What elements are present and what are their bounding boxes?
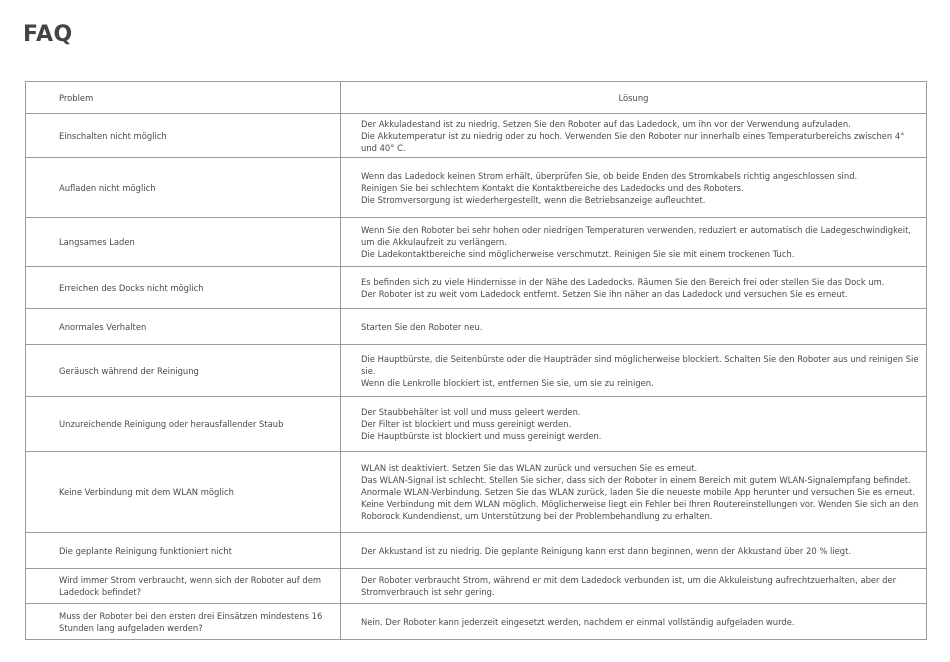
solution-line: Der Roboter ist zu weit vom Ladedock entfernt. Setzen Sie ihn näher an das Ladedock und versuchen Sie es erneut. [361,288,848,299]
table-row [26,309,927,345]
solution-line: Die Hauptbürste, die Seitenbürste oder die Haupträder sind möglicherweise blockiert. Schalten Sie den Roboter aus und reinigen Sie sie. [361,353,922,376]
solution-line: Wenn Sie den Roboter bei sehr hohen oder niedrigen Temperaturen verwenden, reduziert er automatisch die Ladegeschwindigkeit, um die Akkulaufzeit zu verlängern. [361,225,914,247]
problem-cell: Aufladen nicht möglich [26,158,341,218]
problem-cell: Unzureichende Reinigung oder herausfallender Staub [26,397,341,452]
solution-line: Der Filter ist blockiert und muss gereinigt werden. [361,419,572,429]
solution-line: Der Roboter verbraucht Strom, während er mit dem Ladedock verbunden ist, um die Akkuleistung aufrechtzuerhalten, aber der Stromverbrauch ist sehr gering. [361,575,899,597]
solution-line: Die Stromversorgung ist wiederhergestellt, wenn die Betriebsanzeige aufleuchtet. [361,194,706,205]
solution-cell [341,452,927,533]
solution-line: Die Hauptbürste ist blockiert und muss gereinigt werden. [361,431,602,441]
problem-cell: Muss der Roboter bei den ersten drei Einsätzen mindestens 16 Stunden lang aufgeladen werden? [26,604,341,640]
solution-line: Reinigen Sie bei schlechtem Kontakt die Kontaktbereiche des Ladedocks und des Roboters. [361,182,744,193]
solution-cell [341,533,927,569]
solution-line: WLAN ist deaktiviert. Setzen Sie das WLAN zurück und versuchen Sie es erneut. [361,463,698,473]
solution-line: Starten Sie den Roboter neu. [361,321,483,332]
solution-cell [341,604,927,640]
solution-line: Es befinden sich zu viele Hindernisse in der Nähe des Ladedocks. Räumen Sie den Bereich frei oder stellen Sie das Dock um. [361,276,885,287]
solution-cell [341,267,927,309]
solution-line: Wenn die Lenkrolle blockiert ist, entfernen Sie sie, um sie zu reinigen. [361,377,654,388]
problem-cell: Geräusch während der Reinigung [26,345,341,397]
solution-line: Die Akkutemperatur ist zu niedrig oder zu hoch. Verwenden Sie den Roboter nur innerhalb eines Temperaturbereichs zwischen 4° und 40° C. [361,130,908,153]
page-title: FAQ [23,22,73,47]
table-row [26,218,927,267]
problem-cell: Langsames Laden [26,218,341,267]
table-row [26,533,927,569]
problem-cell: Keine Verbindung mit dem WLAN möglich [26,452,341,533]
problem-cell: Erreichen des Docks nicht möglich [26,267,341,309]
table-header-row [26,82,927,114]
faq-table [25,81,927,640]
solution-line: Keine Verbindung mit dem WLAN möglich. Möglicherweise liegt ein Fehler bei Ihren Routereinstellungen vor. Wenden Sie sich an den Roborock Kundendienst, um Unterstützung bei der Problembehandlung zu erhalten. [361,499,921,521]
table-row [26,452,927,533]
solution-cell [341,397,927,452]
header-solution: Lösung [341,82,927,114]
faq-table-body [26,114,927,640]
table-row [26,345,927,397]
solution-line: Nein. Der Roboter kann jederzeit eingesetzt werden, nachdem er einmal vollständig aufgeladen wurde. [361,616,795,627]
problem-cell: Die geplante Reinigung funktioniert nicht [26,533,341,569]
header-problem: Problem [26,82,341,114]
table-row [26,569,927,604]
solution-line: Das WLAN-Signal ist schlecht. Stellen Sie sicher, dass sich der Roboter in einem Bereich mit gutem WLAN-Signalempfang befindet. [361,475,911,485]
solution-cell [341,569,927,604]
solution-cell [341,158,927,218]
table-row [26,397,927,452]
solution-line: Anormale WLAN-Verbindung. Setzen Sie das WLAN zurück, laden Sie die neueste mobile App herunter und versuchen Sie es erneut. [361,487,915,497]
solution-cell [341,114,927,158]
solution-cell [341,309,927,345]
problem-cell: Anormales Verhalten [26,309,341,345]
solution-cell [341,218,927,267]
problem-cell: Einschalten nicht möglich [26,114,341,158]
table-row [26,158,927,218]
solution-line: Der Akkustand ist zu niedrig. Die geplante Reinigung kann erst dann beginnen, wenn der Akkustand über 20 % liegt. [361,545,852,556]
solution-line: Der Staubbehälter ist voll und muss geleert werden. [361,407,581,417]
problem-cell: Wird immer Strom verbraucht, wenn sich der Roboter auf dem Ladedock befindet? [26,569,341,604]
table-row [26,114,927,158]
solution-line: Der Akkuladestand ist zu niedrig. Setzen Sie den Roboter auf das Ladedock, um ihn vor der Verwendung aufzuladen. [361,118,851,129]
solution-line: Die Ladekontaktbereiche sind möglicherweise verschmutzt. Reinigen Sie sie mit einem trockenen Tuch. [361,249,795,259]
solution-line: Wenn das Ladedock keinen Strom erhält, überprüfen Sie, ob beide Enden des Stromkabels richtig angeschlossen sind. [361,170,858,181]
table-row [26,267,927,309]
table-row [26,604,927,640]
solution-cell [341,345,927,397]
